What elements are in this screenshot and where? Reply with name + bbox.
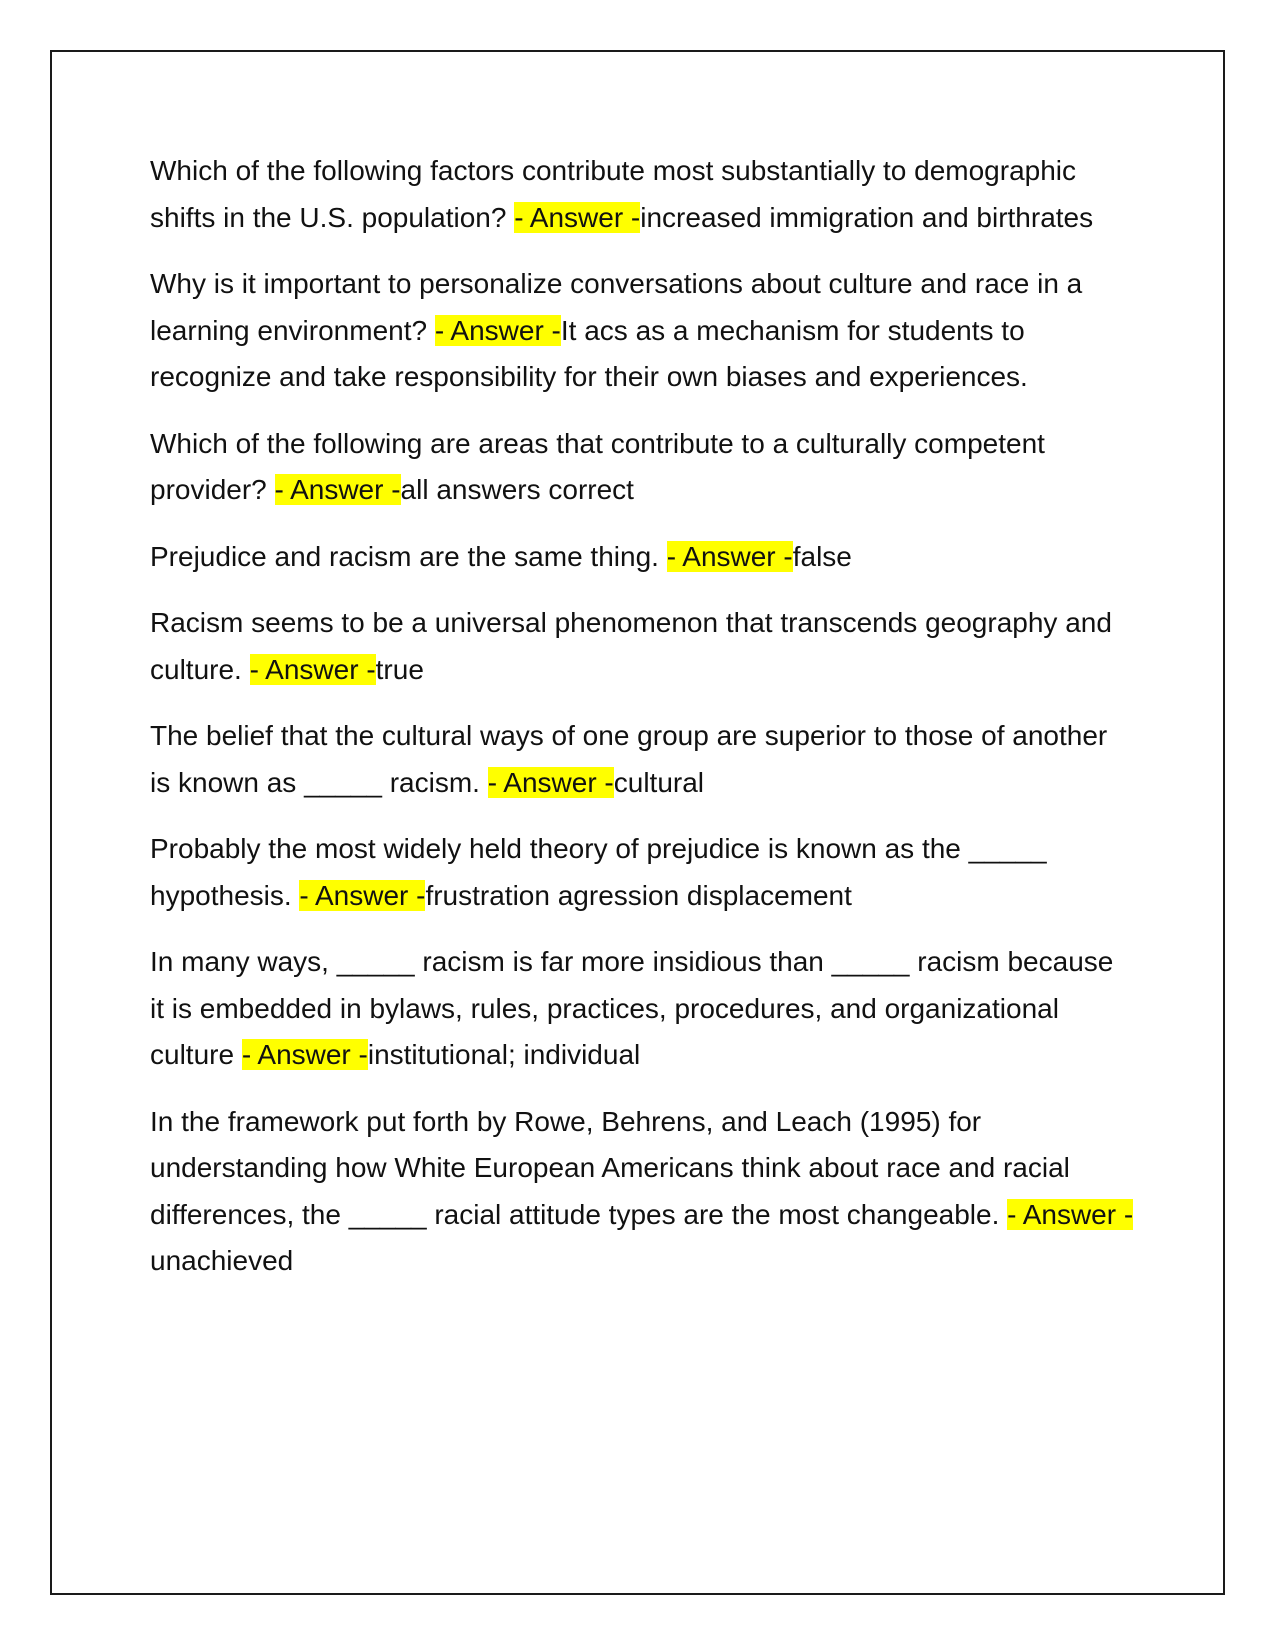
answer-marker: - Answer - — [249, 653, 376, 685]
answer-text: all answers correct — [400, 474, 634, 505]
qa-item-4 — [150, 534, 1135, 581]
answer-marker: - Answer - — [274, 474, 401, 505]
question-text: In many ways, _____ racism is far more insidious than _____ racism because it is embedded in bylaws, rules, practices, procedures, and organizational culture — [150, 946, 1114, 1070]
question-text: Probably the most widely held theory of prejudice is known as the _____ hypothesis. — [150, 833, 1047, 911]
answer-marker: - Answer - — [241, 1039, 368, 1070]
answer-text: institutional; individual — [367, 1039, 641, 1070]
qa-item-8 — [150, 939, 1135, 1079]
document-body — [150, 148, 1135, 1305]
answer-marker: - Answer - — [514, 201, 641, 233]
qa-item-9 — [150, 1099, 1135, 1285]
question-text: The belief that the cultural ways of one group are superior to those of another is known as _____ racism. — [150, 720, 1108, 798]
question-text: Racism seems to be a universal phenomenon that transcends geography and culture. — [150, 607, 1112, 685]
question-text: Prejudice and racism are the same thing. — [150, 540, 667, 572]
answer-text: unachieved — [150, 1245, 294, 1276]
qa-item-3 — [150, 421, 1135, 514]
answer-marker: - Answer - — [299, 879, 426, 911]
qa-item-5 — [150, 600, 1135, 693]
answer-marker: - Answer - — [1007, 1198, 1134, 1230]
answer-text: frustration agression displacement — [425, 879, 852, 911]
answer-marker: - Answer - — [666, 540, 793, 572]
qa-item-1 — [150, 148, 1135, 241]
answer-text: true — [375, 653, 424, 685]
answer-text: It acs as a mechanism for students to recognize and take responsibility for their own biases and experiences. — [150, 314, 1028, 392]
answer-text: false — [792, 540, 852, 572]
answer-marker: - Answer - — [434, 314, 561, 346]
qa-item-6 — [150, 713, 1135, 806]
question-text: Which of the following are areas that contribute to a culturally competent provider? — [150, 427, 1045, 505]
qa-item-2 — [150, 261, 1135, 401]
question-text: Why is it important to personalize conversations about culture and race in a learning environment? — [150, 268, 1083, 346]
question-text: In the framework put forth by Rowe, Behrens, and Leach (1995) for understanding how White European Americans think about race and racial differences, the _____ racial attitude types are the most changeable. — [150, 1105, 1070, 1230]
answer-marker: - Answer - — [487, 766, 614, 798]
answer-text: increased immigration and birthrates — [640, 201, 1094, 233]
answer-text: cultural — [613, 766, 705, 798]
qa-item-7 — [150, 826, 1135, 919]
question-text: Which of the following factors contribute most substantially to demographic shifts in the U.S. population? — [150, 155, 1077, 233]
